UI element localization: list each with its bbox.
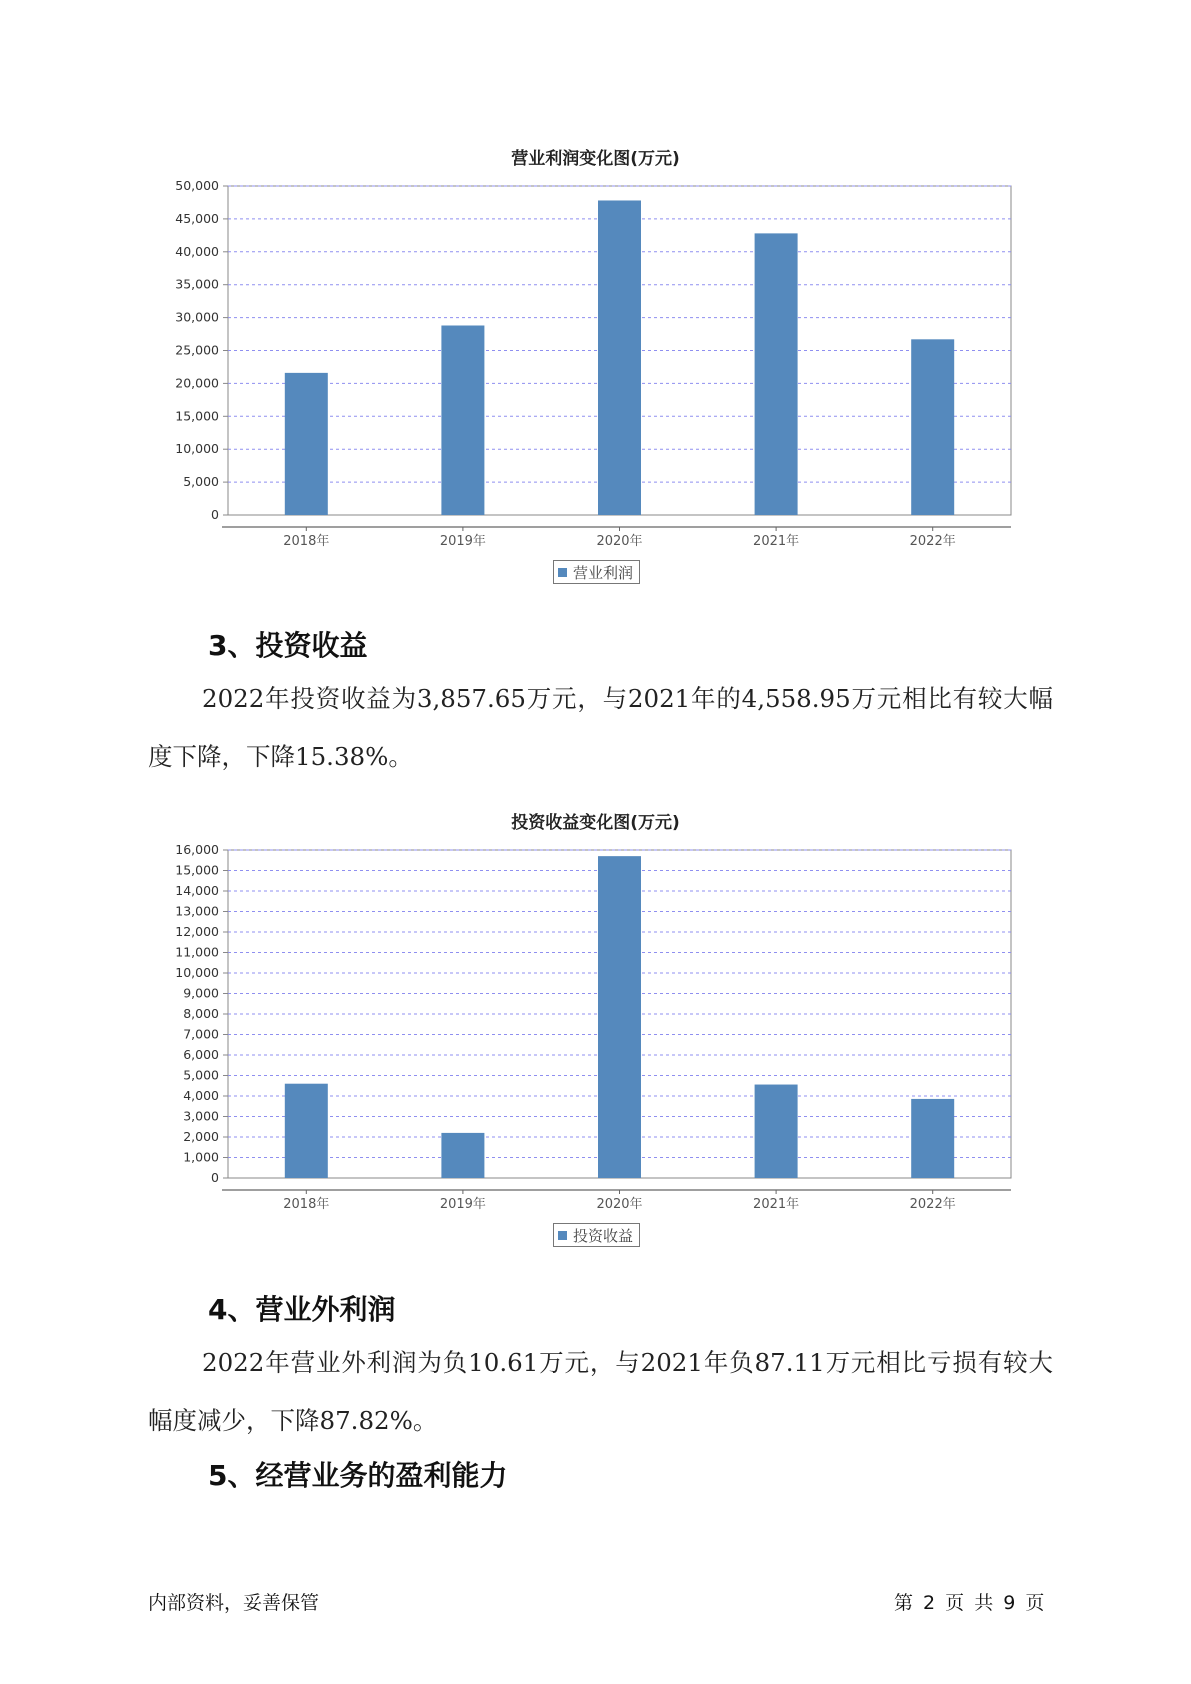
chart1-xtick-label: 2022年	[909, 534, 956, 549]
chart2-ytick-label: 16,000	[175, 842, 219, 857]
chart1-ytick-label: 0	[211, 507, 219, 522]
section5-heading: 5、经营业务的盈利能力	[208, 1459, 508, 1492]
chart2-ytick-label: 11,000	[175, 944, 219, 960]
chart2-ytick-label: 13,000	[175, 903, 219, 919]
chart2-xtick-label: 2021年	[753, 1197, 800, 1212]
section3-paragraph: 2022年投资收益为3,857.65万元，与2021年的4,558.95万元相比有较大幅度下降，下降15.38%。	[148, 684, 1053, 771]
chart2-ytick-label: 15,000	[175, 862, 219, 878]
chart2-legend	[553, 1223, 640, 1247]
chart2-bar	[441, 1133, 484, 1178]
chart2-ytick-label: 9,000	[183, 985, 219, 1001]
chart1-xtick-label: 2019年	[439, 534, 486, 549]
section4-paragraph: 2022年营业外利润为负10.61万元，与2021年负87.11万元相比亏损有较大幅度减少，下降87.82%。	[148, 1348, 1053, 1435]
chart2-ytick-label: 2,000	[183, 1129, 219, 1144]
chart2-bar	[598, 856, 641, 1178]
chart1-ytick-label: 15,000	[175, 408, 219, 424]
chart1-ytick-label: 40,000	[175, 243, 219, 259]
legend-swatch	[558, 1231, 567, 1240]
chart1-ytick-label: 35,000	[175, 276, 219, 292]
chart2-ytick-label: 0	[211, 1170, 219, 1185]
chart1-ytick-label: 20,000	[175, 375, 219, 391]
chart1-xtick-label: 2018年	[283, 534, 330, 549]
chart2-ytick-label: 14,000	[175, 883, 219, 898]
chart2-ytick-label: 6,000	[183, 1047, 219, 1062]
chart2-ytick-label: 10,000	[175, 965, 219, 980]
footer-confidential: 内部资料，妥善保管	[148, 1592, 320, 1614]
chart1-ytick-label: 10,000	[175, 441, 219, 457]
chart2-ytick-label: 1,000	[183, 1149, 219, 1165]
chart2-ytick-label: 4,000	[183, 1088, 219, 1103]
chart1-legend-label: 营业利润	[573, 563, 634, 582]
chart1-ytick-label: 30,000	[175, 309, 219, 325]
chart2-title: 投资收益变化图(万元)	[511, 813, 680, 833]
chart1-ytick-label: 25,000	[175, 342, 219, 358]
chart2-ytick-label: 3,000	[183, 1108, 219, 1124]
chart2-bar	[755, 1085, 798, 1178]
chart1-title: 营业利润变化图(万元)	[511, 149, 680, 169]
chart2-ytick-label: 8,000	[183, 1006, 219, 1021]
footer-page-number: 第 2 页 共 9 页	[894, 1592, 1045, 1614]
chart1-ytick-label: 45,000	[175, 210, 219, 226]
chart2-ytick-label: 7,000	[183, 1026, 219, 1042]
chart2-bar	[911, 1099, 954, 1178]
section3-heading: 3、投资收益	[208, 629, 368, 662]
chart1-ytick-label: 5,000	[183, 474, 219, 490]
chart2-ytick-label: 12,000	[175, 924, 219, 939]
chart2-xtick-label: 2019年	[439, 1197, 486, 1212]
chart2-ytick-label: 5,000	[183, 1067, 219, 1083]
chart2-legend-label: 投资收益	[573, 1226, 634, 1245]
chart2-xtick-label: 2020年	[596, 1197, 643, 1212]
chart1-xtick-label: 2021年	[753, 534, 800, 549]
section4-heading: 4、营业外利润	[208, 1293, 396, 1326]
chart2-bar	[285, 1084, 328, 1178]
chart2-xtick-label: 2022年	[909, 1197, 956, 1212]
chart1-ytick-label: 50,000	[175, 178, 219, 193]
chart2-xtick-label: 2018年	[283, 1197, 330, 1212]
chart1-xtick-label: 2020年	[596, 534, 643, 549]
